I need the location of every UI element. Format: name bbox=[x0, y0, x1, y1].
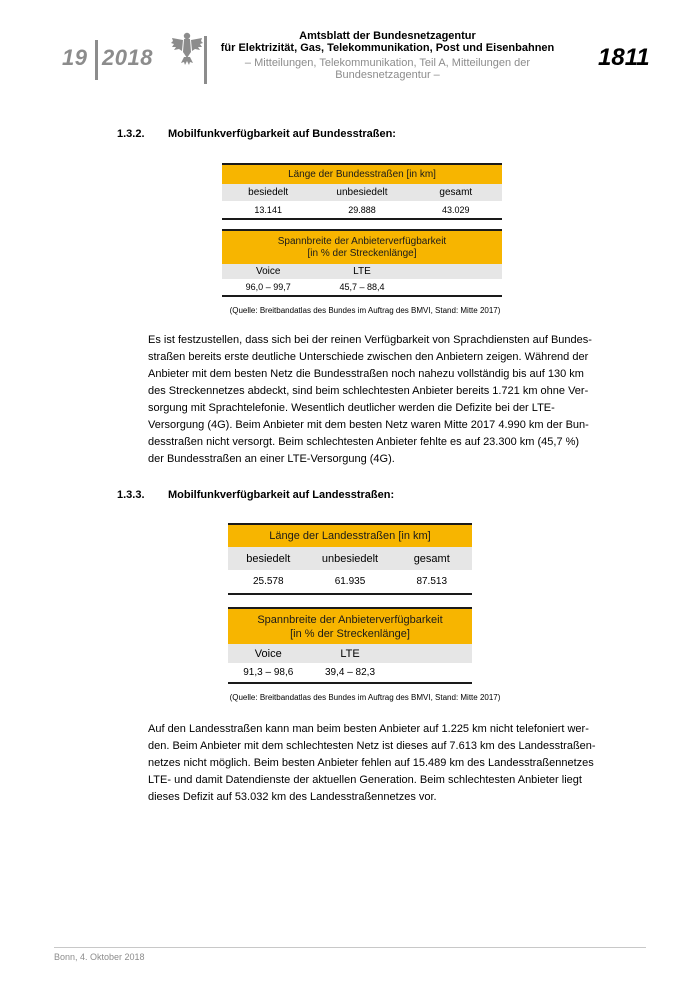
federal-eagle-icon bbox=[170, 30, 204, 66]
empty-cell bbox=[410, 264, 502, 279]
table-title-line: Spannbreite der Anbieterverfügbarkeit bbox=[257, 613, 443, 626]
table-title-line: Spannbreite der Anbieterverfügbarkeit bbox=[277, 235, 447, 247]
table-title bbox=[222, 230, 502, 264]
empty-cell bbox=[391, 663, 472, 683]
section-title: Mobilfunkverfügbarkeit auf Bundesstraßen: bbox=[168, 128, 396, 140]
table-title-line: [in % der Streckenlänge] bbox=[290, 627, 410, 640]
empty-cell bbox=[391, 644, 472, 663]
paragraph-line: sorgung mit Sprachtelefonie. Wesentlich deutlicher werden die Defizite bei der LTE- bbox=[148, 402, 555, 414]
section-title: Mobilfunkverfügbarkeit auf Landesstraßen: bbox=[168, 489, 395, 501]
table-cell: 13.141 bbox=[222, 201, 314, 219]
journal-section: – Mitteilungen, Telekommunikation, Teil A, Mitteilungen der Bundesnetzagentur – bbox=[244, 57, 531, 81]
table-cell: 29.888 bbox=[314, 201, 409, 219]
paragraph-line: des Streckennetzes abdeckt, sind beim schlechtesten Anbieter bereits 1.721 km ohne Ver- bbox=[148, 385, 589, 397]
table-cell: 25.578 bbox=[228, 570, 309, 594]
column-header: besiedelt bbox=[228, 547, 309, 570]
issue-number: 19 bbox=[62, 45, 88, 70]
table-cell: 96,0 – 99,7 bbox=[222, 279, 314, 296]
table-title: Länge der Bundesstraßen [in km] bbox=[222, 164, 502, 184]
paragraph-line: dieses Defizit auf 53.032 km des Landesstraßennetzes vor. bbox=[148, 791, 437, 803]
length-table bbox=[222, 163, 502, 220]
section-number: 1.3.2. bbox=[117, 128, 145, 140]
table-cell: 61.935 bbox=[309, 570, 392, 594]
paragraph-line: den. Beim Anbieter mit dem schlechtesten Netz ist dieses auf 7.613 km des Landesstraßen- bbox=[148, 740, 596, 752]
table-cell: 45,7 – 88,4 bbox=[314, 279, 409, 296]
issue-year: 2018 bbox=[102, 45, 153, 70]
paragraph-line: LTE- und damit Datendienste der aktuellen Generation. Beim schlechtesten Anbieter liegt bbox=[148, 774, 582, 786]
table-title bbox=[228, 608, 472, 644]
table-title-line: [in % der Streckenlänge] bbox=[307, 247, 417, 259]
table-cell: 91,3 – 98,6 bbox=[228, 663, 309, 683]
paragraph bbox=[148, 721, 596, 806]
footer-text: Bonn, 4. Oktober 2018 bbox=[54, 952, 145, 962]
length-table bbox=[228, 523, 472, 595]
paragraph-line: Auf den Landesstraßen kann man beim besten Anbieter auf 1.225 km nicht telefoniert wer- bbox=[148, 723, 589, 735]
paragraph-line: straßen bereits erste deutliche Unterschiede zwischen den Anbietern zeigen. Während der bbox=[148, 351, 589, 363]
column-header: LTE bbox=[314, 264, 409, 279]
column-header: unbesiedelt bbox=[309, 547, 392, 570]
journal-subtitle: für Elektrizität, Gas, Telekommunikation, Post und Eisenbahnen bbox=[220, 42, 555, 54]
footer-divider bbox=[54, 947, 646, 948]
column-header: Voice bbox=[228, 644, 309, 663]
journal-title: Amtsblatt der Bundesnetzagentur bbox=[299, 30, 476, 42]
paragraph-line: der Bundesstraßen an einer LTE-Versorgung (4G). bbox=[148, 453, 395, 465]
header-divider bbox=[204, 36, 207, 84]
column-header: gesamt bbox=[410, 184, 502, 201]
section-number: 1.3.3. bbox=[117, 489, 145, 501]
table-cell: 87.513 bbox=[391, 570, 472, 594]
range-table bbox=[222, 229, 502, 297]
table-cell: 39,4 – 82,3 bbox=[309, 663, 392, 683]
page-number: 1811 bbox=[598, 44, 650, 71]
empty-cell bbox=[410, 279, 502, 296]
paragraph-line: desstraßen nicht versorgt. Beim schlechtesten Anbieter fehlte es auf 23.300 km (45,7 %) bbox=[148, 436, 580, 448]
column-header: besiedelt bbox=[222, 184, 314, 201]
paragraph-line: Versorgung (4G). Beim Anbieter mit dem besten Netz waren Mitte 2017 4.990 km der Bun- bbox=[148, 419, 589, 431]
table-cell: 43.029 bbox=[410, 201, 502, 219]
range-table bbox=[228, 607, 472, 684]
column-header: LTE bbox=[309, 644, 392, 663]
paragraph-line: Es ist festzustellen, dass sich bei der reinen Verfügbarkeit von Sprachdiensten auf Bundes- bbox=[148, 334, 592, 346]
paragraph-line: Anbieter mit dem besten Netz die Bundesstraßen noch nahezu vollständig bis auf 130 km bbox=[148, 368, 584, 380]
paragraph-line: netzes nicht möglich. Beim besten Anbieter fehlen auf 15.489 km des Landesstraßennetzes bbox=[148, 757, 594, 769]
column-header: Voice bbox=[222, 264, 314, 279]
source-note: (Quelle: Breitbandatlas des Bundes im Auftrag des BMVI, Stand: Mitte 2017) bbox=[229, 693, 501, 702]
paragraph bbox=[148, 332, 592, 468]
source-note: (Quelle: Breitbandatlas des Bundes im Auftrag des BMVI, Stand: Mitte 2017) bbox=[229, 306, 501, 315]
header-divider bbox=[95, 40, 98, 80]
table-title: Länge der Landesstraßen [in km] bbox=[228, 524, 472, 547]
column-header: unbesiedelt bbox=[314, 184, 409, 201]
column-header: gesamt bbox=[391, 547, 472, 570]
